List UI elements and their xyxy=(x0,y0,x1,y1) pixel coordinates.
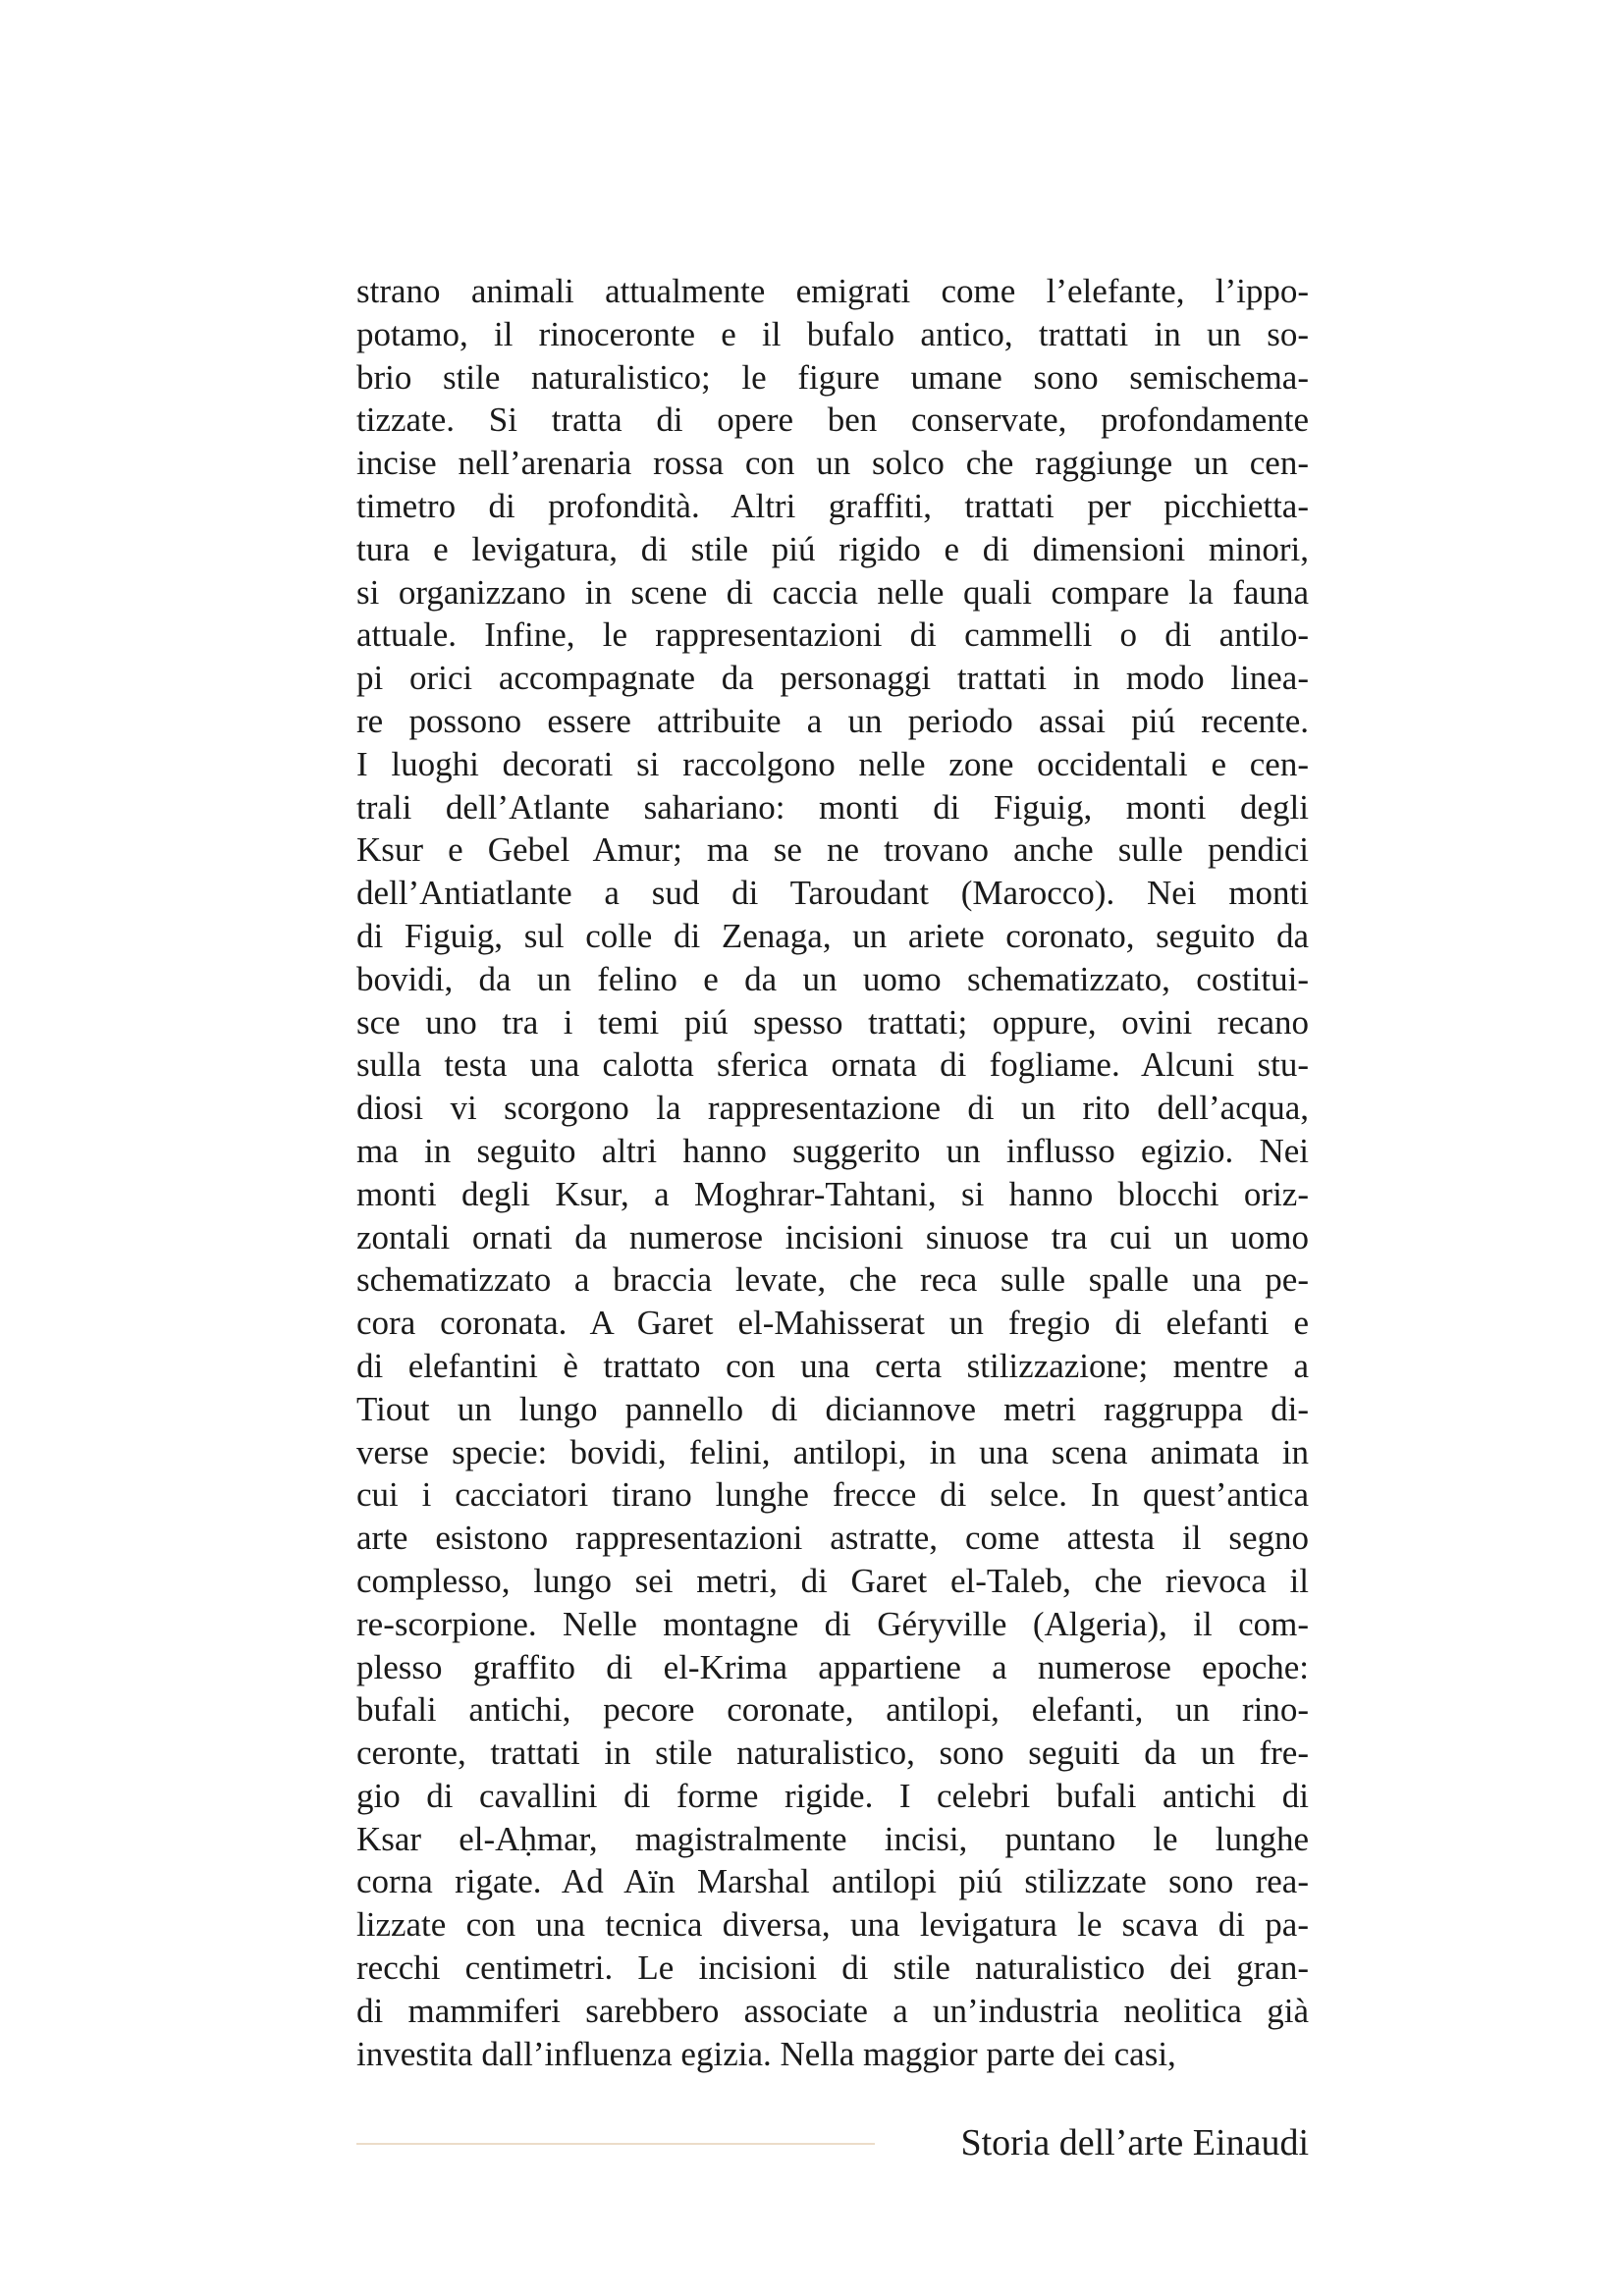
text-line: potamo, il rinoceronte e il bufalo antico, trattati in un so- xyxy=(356,314,1309,353)
text-line: I luoghi decorati si raccolgono nelle zone occidentali e cen- xyxy=(356,744,1309,783)
text-line: Ksar el-Aḥmar, magistralmente incisi, puntano le lunghe xyxy=(356,1819,1309,1858)
text-line: bufali antichi, pecore coronate, antilopi, elefanti, un rino- xyxy=(356,1690,1309,1730)
text-line: sce uno tra i temi piú spesso trattati; oppure, ovini recano xyxy=(356,1002,1309,1041)
text-line: investita dall’influenza egizia. Nella maggior parte dei casi, xyxy=(356,2034,1176,2073)
text-line: dell’Antiatlante a sud di Taroudant (Marocco). Nei monti xyxy=(356,874,1309,913)
text-line: ma in seguito altri hanno suggerito un influsso egizio. Nei xyxy=(356,1131,1309,1170)
text-line: zontali ornati da numerose incisioni sinuose tra cui un uomo xyxy=(356,1217,1309,1256)
text-line: cora coronata. A Garet el-Mahisserat un fregio di elefanti e xyxy=(356,1304,1309,1343)
text-line: corna rigate. Ad Aïn Marshal antilopi piú stilizzate sono rea- xyxy=(356,1862,1309,1901)
text-line: trali dell’Atlante sahariano: monti di Figuig, monti degli xyxy=(356,787,1309,827)
text-line: di elefantini è trattato con una certa stilizzazione; mentre a xyxy=(356,1346,1309,1385)
text-line: gio di cavallini di forme rigide. I celebri bufali antichi di xyxy=(356,1776,1309,1815)
text-line: si organizzano in scene di caccia nelle quali compare la fauna xyxy=(356,572,1309,612)
text-line: complesso, lungo sei metri, di Garet el-Taleb, che rievoca il xyxy=(356,1561,1309,1600)
text-line: re possono essere attribuite a un periodo assai piú recente. xyxy=(356,701,1309,740)
text-line: recchi centimetri. Le incisioni di stile naturalistico dei gran- xyxy=(356,1949,1309,1988)
text-line: schematizzato a braccia levate, che reca sulle spalle una pe- xyxy=(356,1260,1309,1300)
text-line: ceronte, trattati in stile naturalistico, sono seguiti da un fre- xyxy=(356,1734,1309,1773)
text-line: arte esistono rappresentazioni astratte, come attesta il segno xyxy=(356,1519,1309,1558)
text-line: verse specie: bovidi, felini, antilopi, in una scena animata in xyxy=(356,1432,1309,1471)
text-line: Tiout un lungo pannello di diciannove metri raggruppa di- xyxy=(356,1389,1309,1428)
text-line: tizzate. Si tratta di opere ben conservate, profondamente xyxy=(356,400,1309,440)
footer-title: Storia dell’arte Einaudi xyxy=(960,2122,1309,2163)
text-line: incise nell’arenaria rossa con un solco che raggiunge un cen- xyxy=(356,444,1309,483)
text-line: tura e levigatura, di stile piú rigido e di dimensioni minori, xyxy=(356,529,1309,568)
text-line: lizzate con una tecnica diversa, una levigatura le scava di pa- xyxy=(356,1905,1309,1945)
text-line: Ksur e Gebel Amur; ma se ne trovano anche sulle pendici xyxy=(356,830,1309,870)
text-line: bovidi, da un felino e da un uomo schematizzato, costitui- xyxy=(356,959,1309,998)
text-line: di Figuig, sul colle di Zenaga, un ariete coronato, seguito da xyxy=(356,916,1309,955)
text-line: sulla testa una calotta sferica ornata di fogliame. Alcuni stu- xyxy=(356,1045,1309,1085)
body-text xyxy=(356,270,1309,2075)
text-line: timetro di profondità. Altri graffiti, trattati per picchietta- xyxy=(356,486,1309,525)
text-line: plesso graffito di el-Krima appartiene a numerose epoche: xyxy=(356,1647,1309,1686)
text-line: cui i cacciatori tirano lunghe frecce di selce. In quest’antica xyxy=(356,1475,1309,1515)
footer-rule xyxy=(356,2143,875,2145)
text-line: monti degli Ksur, a Moghrar-Tahtani, si hanno blocchi oriz- xyxy=(356,1174,1309,1213)
text-line: di mammiferi sarebbero associate a un’industria neolitica già xyxy=(356,1991,1309,2030)
text-line: attuale. Infine, le rappresentazioni di cammelli o di antilo- xyxy=(356,615,1309,655)
text-line: re-scorpione. Nelle montagne di Géryville (Algeria), il com- xyxy=(356,1604,1309,1643)
text-line: pi orici accompagnate da personaggi trattati in modo linea- xyxy=(356,659,1309,698)
text-line: brio stile naturalistico; le figure umane sono semischema- xyxy=(356,357,1309,397)
text-line: strano animali attualmente emigrati come l’elefante, l’ippo- xyxy=(356,272,1309,310)
text-line: diosi vi scorgono la rappresentazione di un rito dell’acqua, xyxy=(356,1089,1309,1128)
page-footer xyxy=(356,2115,1309,2170)
